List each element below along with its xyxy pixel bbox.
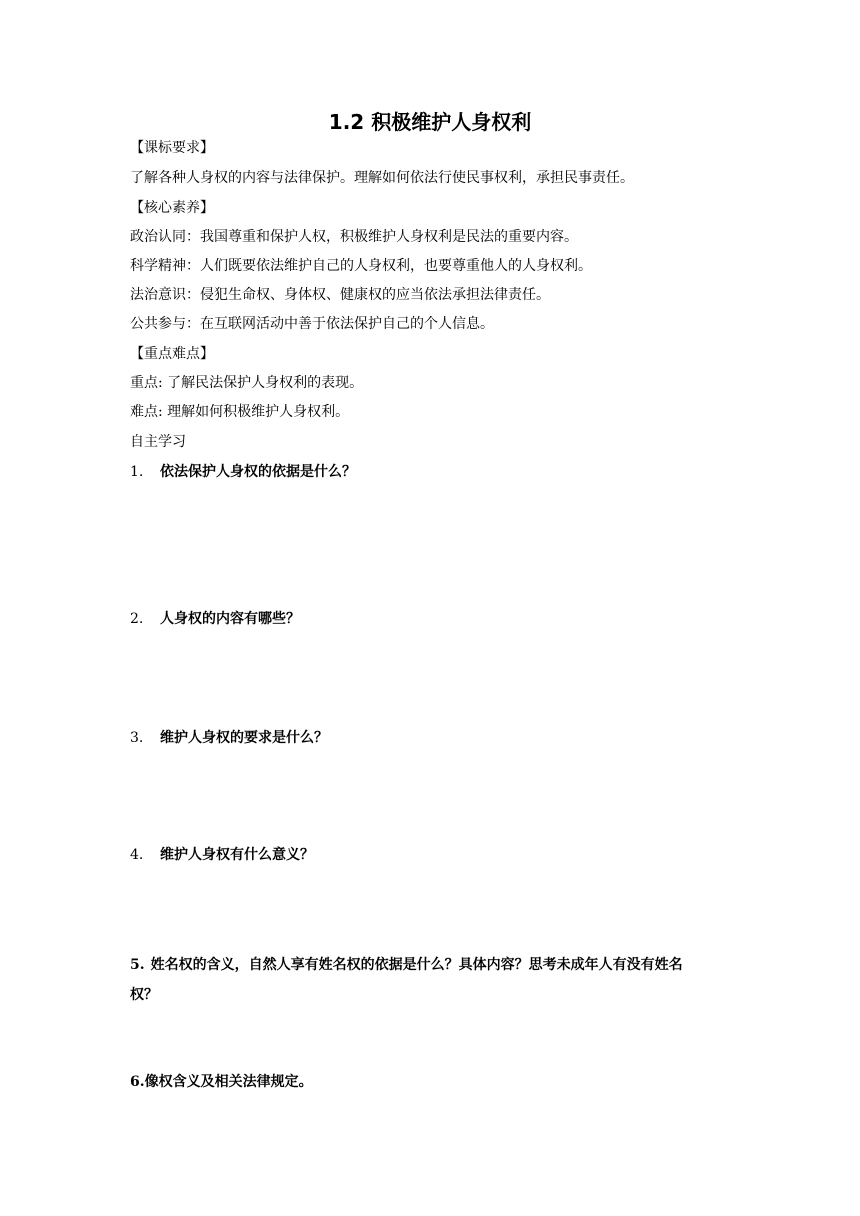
curriculum-heading: 【课标要求】 [130,140,214,156]
question-4 [130,845,314,865]
question-number: 4. [130,847,144,863]
question-text: 像权含义及相关法律规定。 [144,1074,313,1090]
self-study-heading: 自主学习 [130,434,186,450]
curriculum-text: 了解各种人身权的内容与法律保护。理解如何依法行使民事权利，承担民事责任。 [130,170,634,186]
question-2 [130,609,300,629]
question-text: 人身权的内容有哪些？ [160,611,300,627]
key-points-heading: 【重点难点】 [130,346,214,362]
question-number: 5. [130,957,145,973]
question-1 [130,462,356,482]
literacy-heading: 【核心素养】 [130,200,214,216]
question-5-continuation: 权？ [130,987,158,1003]
difficult-point: 难点: 理解如何积极维护人身权利。 [130,404,350,420]
question-number: 2. [130,611,144,627]
page-title: 1.2 积极维护人身权利 [328,110,532,134]
question-6 [130,1072,313,1092]
literacy-item-political: 政治认同：我国尊重和保护人权，积极维护人身权利是民法的重要内容。 [130,229,578,245]
question-3 [130,728,328,748]
question-number: 6. [130,1074,145,1090]
question-text: 维护人身权有什么意义？ [160,847,314,863]
key-point: 重点: 了解民法保护人身权利的表现。 [130,375,364,391]
question-5 [130,955,683,975]
literacy-item-law: 法治意识：侵犯生命权、身体权、健康权的应当依法承担法律责任。 [130,287,550,303]
literacy-item-science: 科学精神：人们既要依法维护自己的人身权利，也要尊重他人的人身权利。 [130,258,592,274]
question-text: 依法保护人身权的依据是什么？ [160,464,356,480]
question-number: 1. [130,464,144,480]
literacy-item-public: 公共参与：在互联网活动中善于依法保护自己的个人信息。 [130,316,494,332]
question-text: 维护人身权的要求是什么？ [160,730,328,746]
question-text: 姓名权的含义，自然人享有姓名权的依据是什么？具体内容？思考未成年人有没有姓名 [150,957,683,973]
question-number: 3. [130,730,144,746]
